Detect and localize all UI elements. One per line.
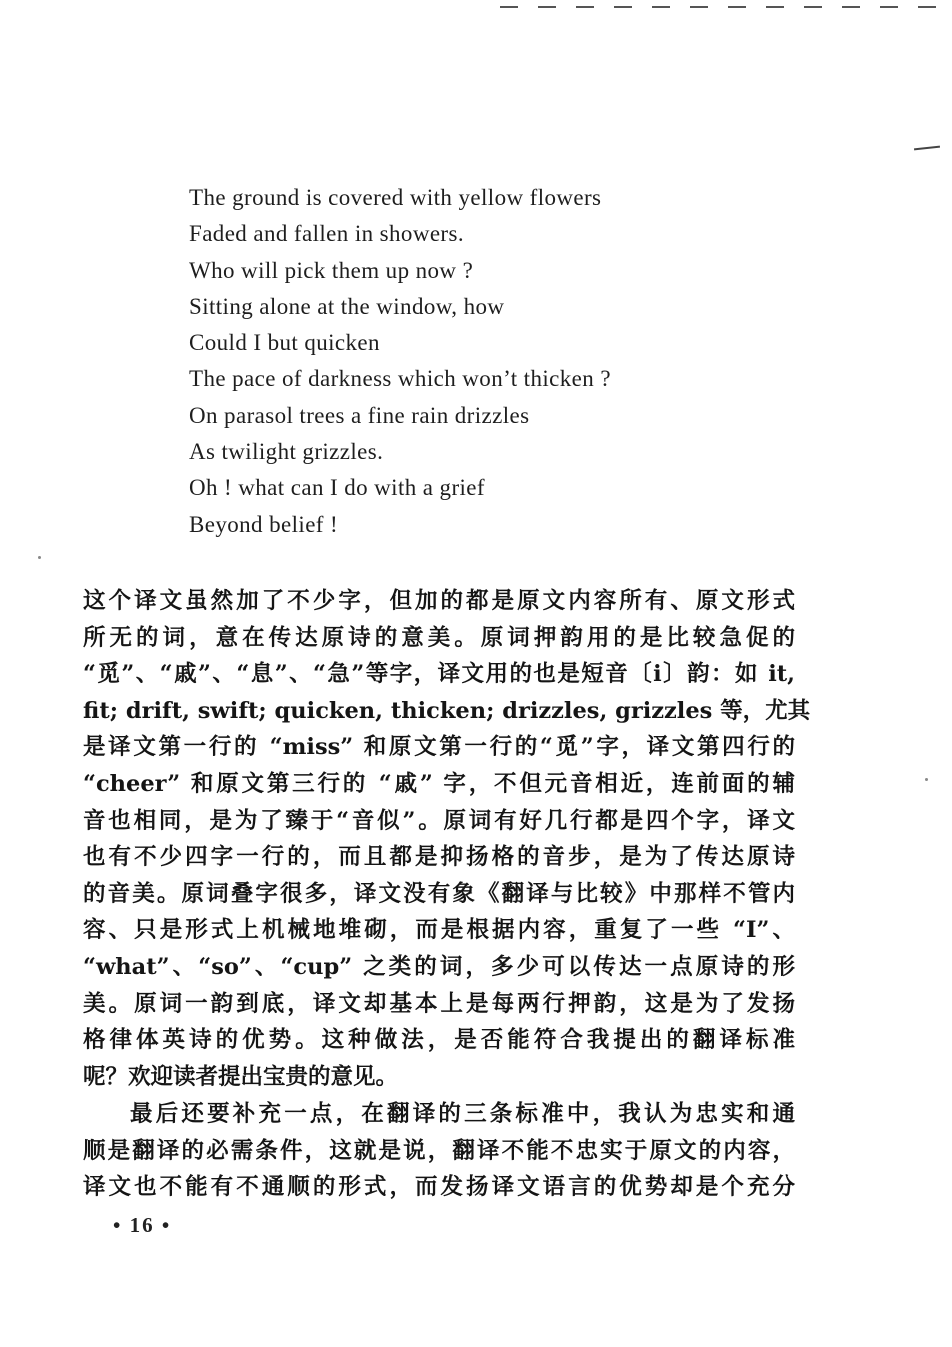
poem-line: Could I but quicken — [189, 330, 380, 356]
body-paragraph-1 — [83, 583, 811, 1095]
poem-line: Sitting alone at the window, how — [189, 293, 505, 319]
poem-line: On parasol trees a fine rain drizzles — [189, 402, 530, 428]
text-line: “what”、“so”、“cup” 之类的词，多少可以传达一点原诗的形 — [83, 953, 795, 980]
text-line: “觅”、“戚”、“息”、“急”等字，译文用的也是短音〔i〕韵：如 it, — [83, 661, 795, 688]
text-line: 译文也不能有不通顺的形式，而发扬译文语言的优势却是个充分 — [83, 1174, 795, 1201]
text-line: 也有不少四字一行的，而且都是抑扬格的音步，是为了传达原诗 — [83, 844, 795, 871]
text-line: 格律体英诗的优势。这种做法，是否能符合我提出的翻译标准 — [83, 1027, 795, 1054]
text-line: 音也相同，是为了臻于“音似”。原词有好几行都是四个字，译文 — [83, 807, 795, 834]
text-line: “cheer” 和原文第三行的 “戚” 字，不但元音相近，连前面的辅 — [83, 770, 795, 797]
text-line: 容、只是形式上机械地堆砌，而是根据内容，重复了一些 “I”、 — [83, 917, 795, 944]
poem-line: Beyond belief ! — [189, 511, 339, 537]
poem-line: Who will pick them up now ? — [189, 257, 474, 283]
text-line: 顺是翻译的必需条件，这就是说，翻译不能不忠实于原文的内容， — [83, 1137, 795, 1164]
poem-line: The ground is covered with yellow flowers — [189, 185, 602, 210]
text-line: 的音美。原词叠字很多，译文没有象《翻译与比较》中那样不管内 — [83, 880, 795, 907]
text-line: 这个译文虽然加了不少字，但加的都是原文内容所有、原文形式 — [83, 588, 795, 614]
poem-line: Oh ! what can I do with a grief — [189, 475, 485, 501]
text-line: 是译文第一行的 “miss” 和原文第一行的“觅”字，译文第四行的 — [83, 734, 795, 761]
text-line: 美。原词一韵到底，译文却基本上是每两行押韵，这是为了发扬 — [83, 990, 795, 1017]
margin-mark — [914, 146, 940, 151]
body-paragraph-2 — [83, 1096, 795, 1206]
text-line: 呢？欢迎读者提出宝贵的意见。 — [83, 1063, 399, 1090]
text-line: 所无的词，意在传达原诗的意美。原词押韵用的是比较急促的 — [83, 624, 795, 651]
top-dashed-rule — [500, 0, 952, 12]
poem-line: The pace of darkness which won’t thicken ? — [189, 366, 611, 392]
poem-translation — [189, 180, 809, 543]
poem-line: Faded and fallen in showers. — [189, 221, 464, 247]
scan-speck — [38, 556, 41, 559]
text-line: 最后还要补充一点，在翻译的三条标准中，我认为忠实和通 — [130, 1101, 795, 1127]
page-number: • 16 • — [113, 1213, 172, 1237]
poem-line: As twilight grizzles. — [189, 439, 384, 465]
text-line: fit; drift, swift; quicken, thicken; drizzles, grizzles 等，尤其 — [83, 697, 811, 724]
scan-speck — [925, 778, 928, 781]
